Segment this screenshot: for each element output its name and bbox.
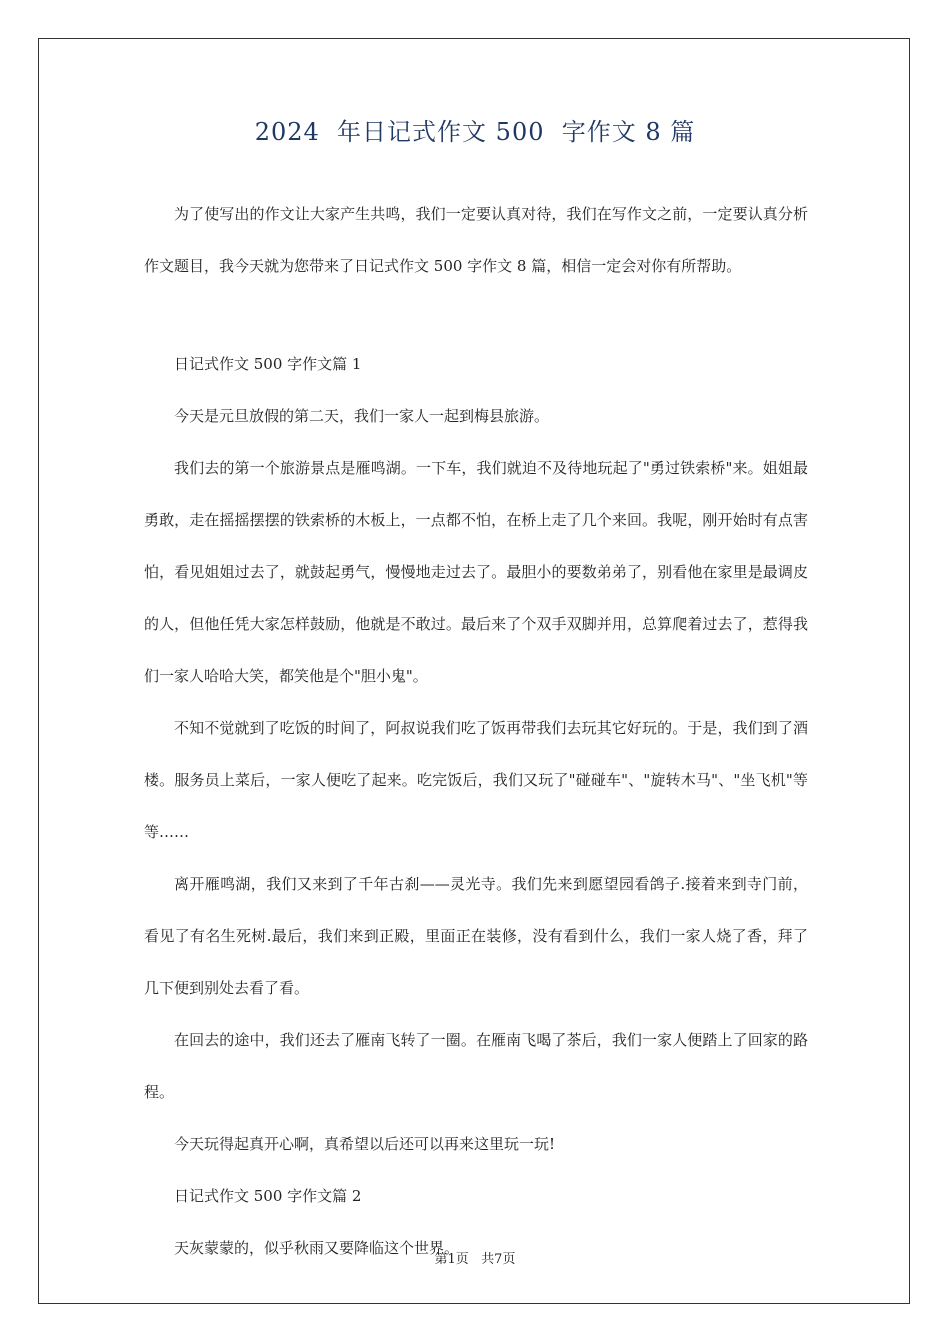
intro-paragraph: 为了使写出的作文让大家产生共鸣，我们一定要认真对待，我们在写作文之前，一定要认真分析作文题目，我今天就为您带来了日记式作文 500 字作文 8 篇，相信一定会对你有所帮助。	[144, 205, 808, 275]
body-paragraph: 在回去的途中，我们还去了雁南飞转了一圈。在雁南飞喝了茶后，我们一家人便踏上了回家的路程。	[144, 1031, 808, 1101]
section-heading-2: 日记式作文 500 字作文篇 2	[174, 1187, 362, 1205]
intro-block	[144, 188, 808, 292]
page-number-footer: 第1页 共7页	[434, 1252, 516, 1267]
body-paragraph: 今天是元旦放假的第二天，我们一家人一起到梅县旅游。	[174, 407, 550, 425]
body-paragraph: 今天玩得起真开心啊，真希望以后还可以再来这里玩一玩!	[174, 1135, 556, 1153]
body-paragraph: 我们去的第一个旅游景点是雁鸣湖。一下车，我们就迫不及待地玩起了"勇过铁索桥"来。姐姐最勇敢，走在摇摇摆摆的铁索桥的木板上，一点都不怕，在桥上走了几个来回。我呢，刚开始时有点害怕，看见姐姐过去了，就鼓起勇气，慢慢地走过去了。最胆小的要数弟弟了，别看他在家里是最调皮的人，但他任凭大家怎样鼓励，他就是不敢过。最后来了个双手双脚并用，总算爬着过去了，惹得我们一家人哈哈大笑，都笑他是个"胆小鬼"。	[144, 459, 808, 685]
section-heading-1: 日记式作文 500 字作文篇 1	[174, 355, 362, 373]
body-paragraph: 天灰蒙蒙的，似乎秋雨又要降临这个世界。	[174, 1239, 460, 1257]
document-title: 2024 年日记式作文 500 字作文 8 篇	[254, 118, 696, 146]
body-text	[144, 338, 808, 1274]
body-paragraph: 不知不觉就到了吃饭的时间了，阿叔说我们吃了饭再带我们去玩其它好玩的。于是，我们到了酒楼。服务员上菜后，一家人便吃了起来。吃完饭后，我们又玩了"碰碰车"、"旋转木马"、"坐飞机"等等……	[144, 719, 808, 841]
body-paragraph: 离开雁鸣湖，我们又来到了千年古刹——灵光寺。我们先来到愿望园看鸽子.接着来到寺门前，看见了有名生死树.最后，我们来到正殿，里面正在装修，没有看到什么，我们一家人烧了香，拜了几下便到别处去看了看。	[144, 875, 808, 997]
